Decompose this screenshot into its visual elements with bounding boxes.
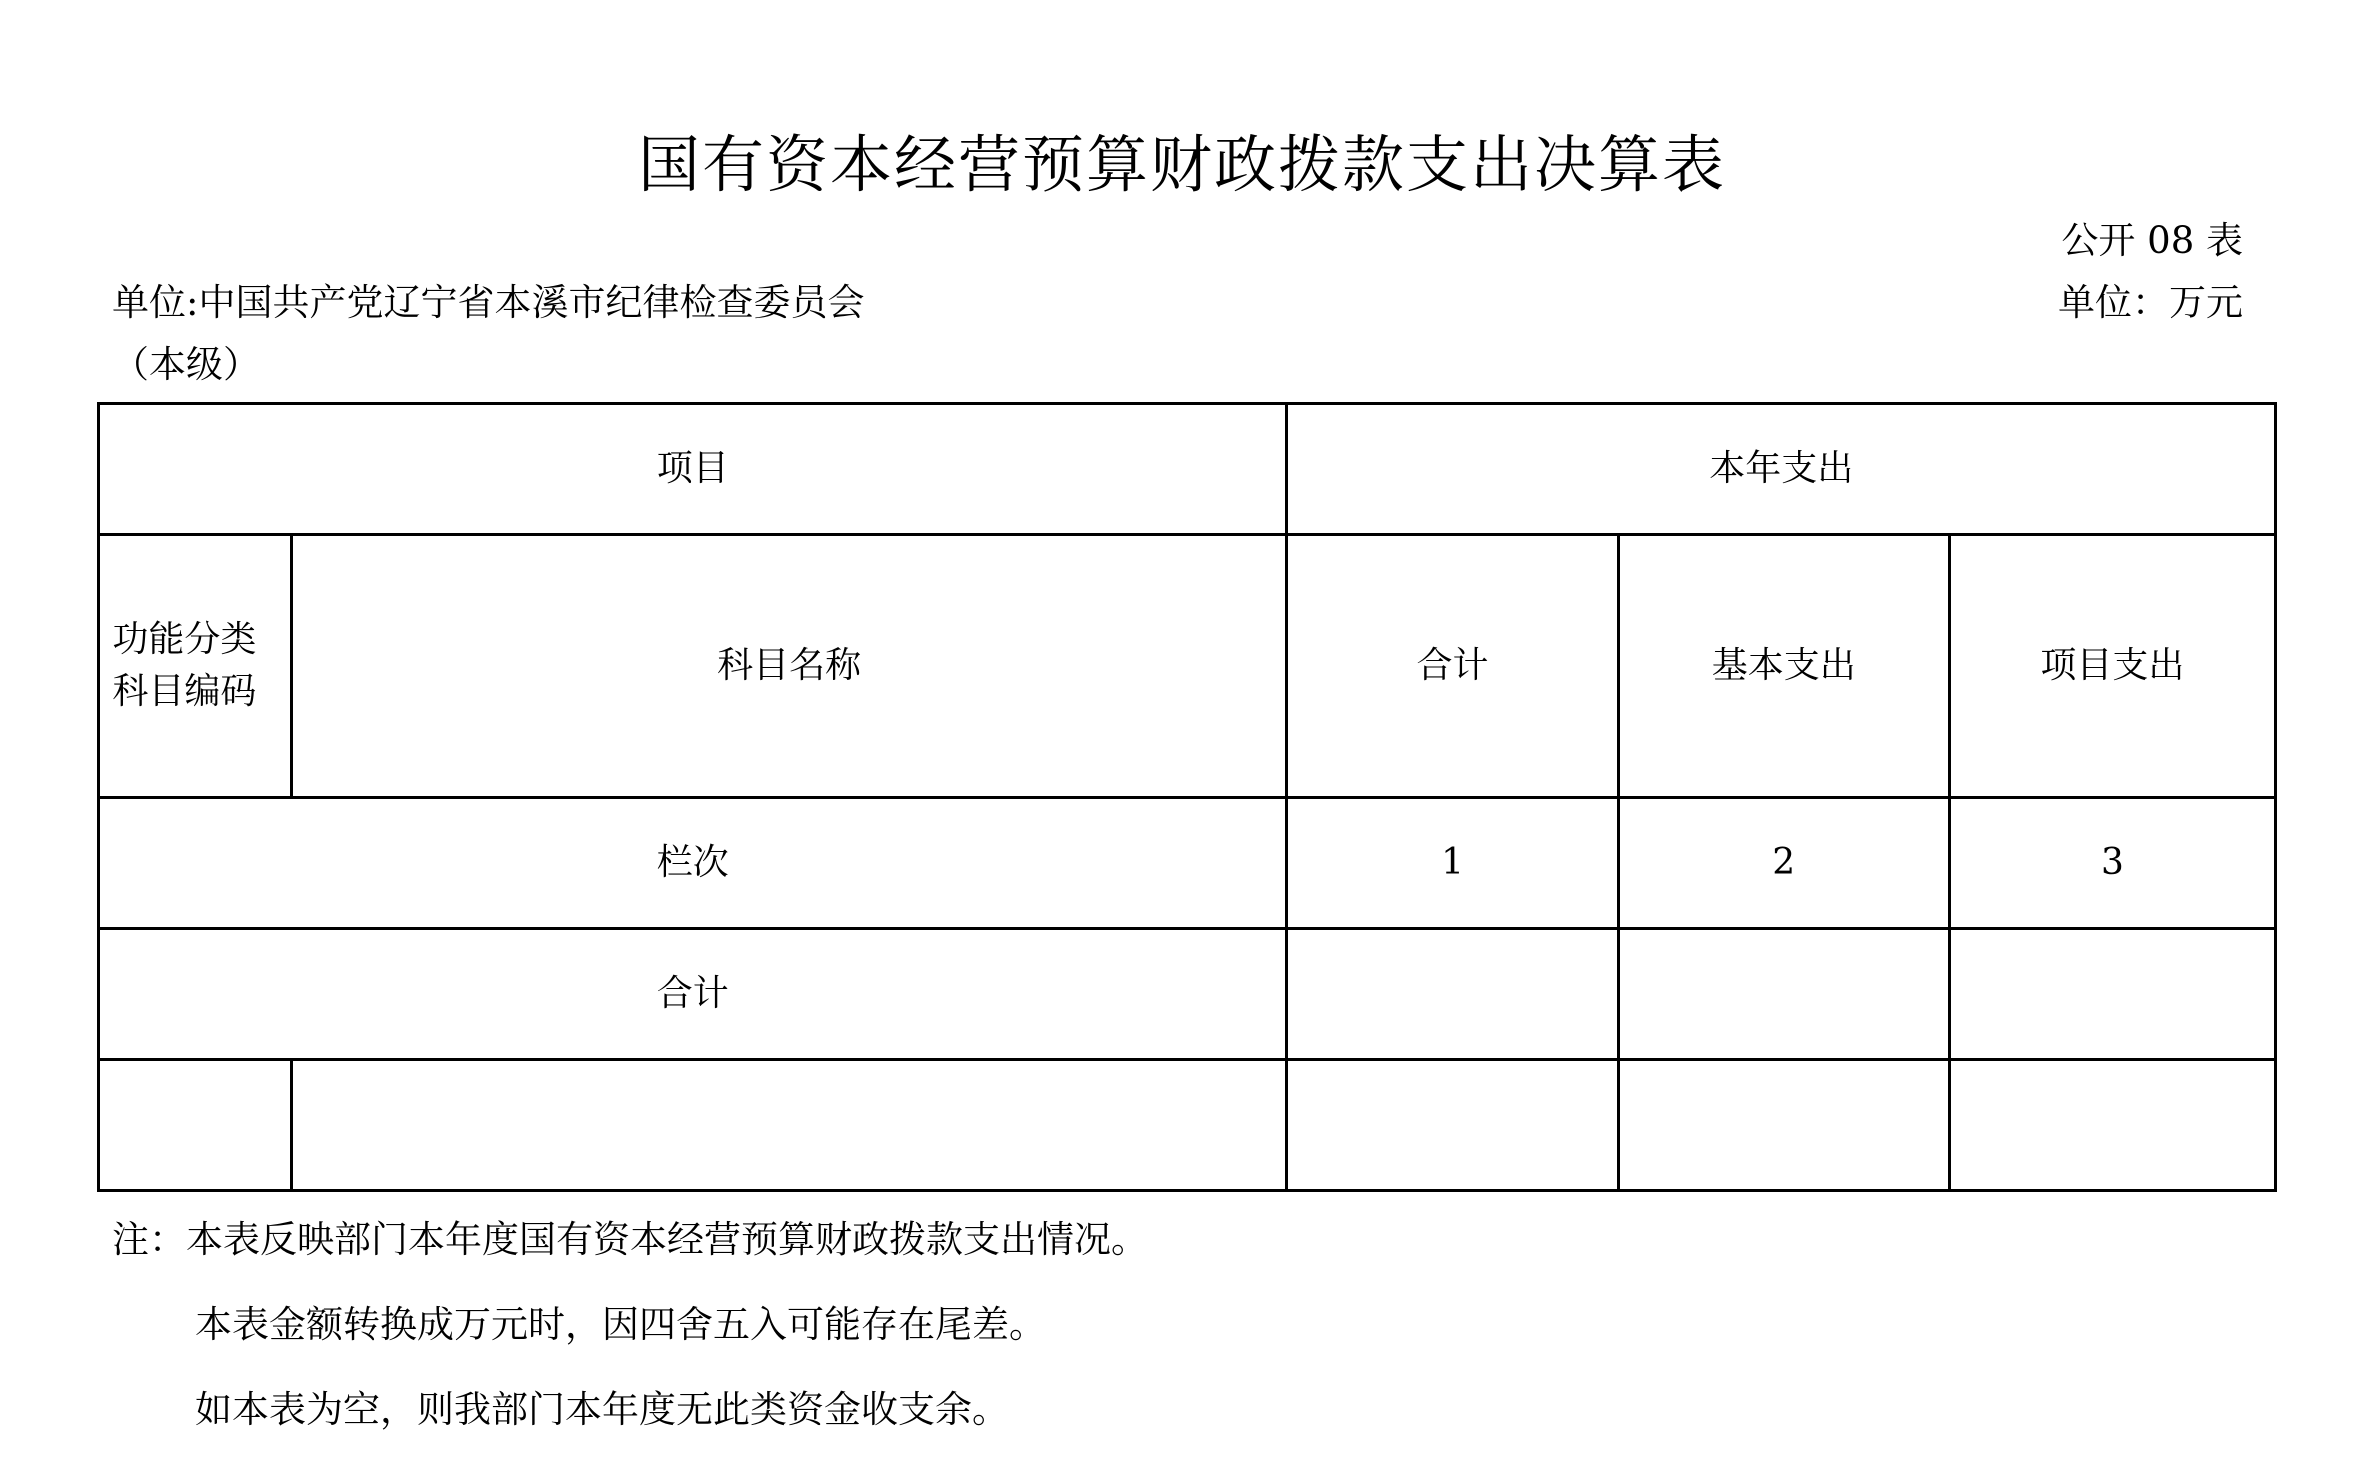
table-row (99, 1060, 2276, 1191)
row-project-expense (1949, 1060, 2275, 1191)
header-subject-name: 科目名称 (291, 535, 1287, 798)
column-index-label: 栏次 (99, 798, 1287, 929)
header-basic-expense: 基本支出 (1618, 535, 1949, 798)
organization-level: （本级） (112, 343, 260, 386)
row-code (99, 1060, 292, 1191)
header-current-year-expense: 本年支出 (1287, 404, 2276, 535)
total-row-total (1287, 929, 1618, 1060)
currency-unit: 单位：万元 (2058, 281, 2243, 324)
column-index-2: 2 (1618, 798, 1949, 929)
row-subject-name (291, 1060, 1287, 1191)
total-row-project-expense (1949, 929, 2275, 1060)
note-line-3: 如本表为空，则我部门本年度无此类资金收支余。 (195, 1388, 1009, 1431)
total-row-basic-expense (1618, 929, 1949, 1060)
expense-table (97, 402, 2277, 1192)
table-header-row (99, 404, 2276, 535)
total-row-label: 合计 (99, 929, 1287, 1060)
header-project-expense: 项目支出 (1949, 535, 2275, 798)
column-index-row (99, 798, 2276, 929)
table-subheader-row (99, 535, 2276, 798)
form-number: 公开 08 表 (2061, 219, 2243, 262)
header-function-code (99, 535, 292, 798)
note-line-2: 本表金额转换成万元时，因四舍五入可能存在尾差。 (195, 1303, 1046, 1346)
column-index-1: 1 (1287, 798, 1618, 929)
note-line-1: 注：本表反映部门本年度国有资本经营预算财政拨款支出情况。 (112, 1218, 1148, 1261)
header-total: 合计 (1287, 535, 1618, 798)
column-index-3: 3 (1949, 798, 2275, 929)
row-total (1287, 1060, 1618, 1191)
organization-name: 单位:中国共产党辽宁省本溪市纪律检查委员会 (112, 281, 865, 324)
document-title: 国有资本经营预算财政拨款支出决算表 (637, 128, 1726, 201)
row-basic-expense (1618, 1060, 1949, 1191)
total-row (99, 929, 2276, 1060)
header-item: 项目 (99, 404, 1287, 535)
header-function-code-label: 功能分类科目编码 (112, 619, 257, 712)
